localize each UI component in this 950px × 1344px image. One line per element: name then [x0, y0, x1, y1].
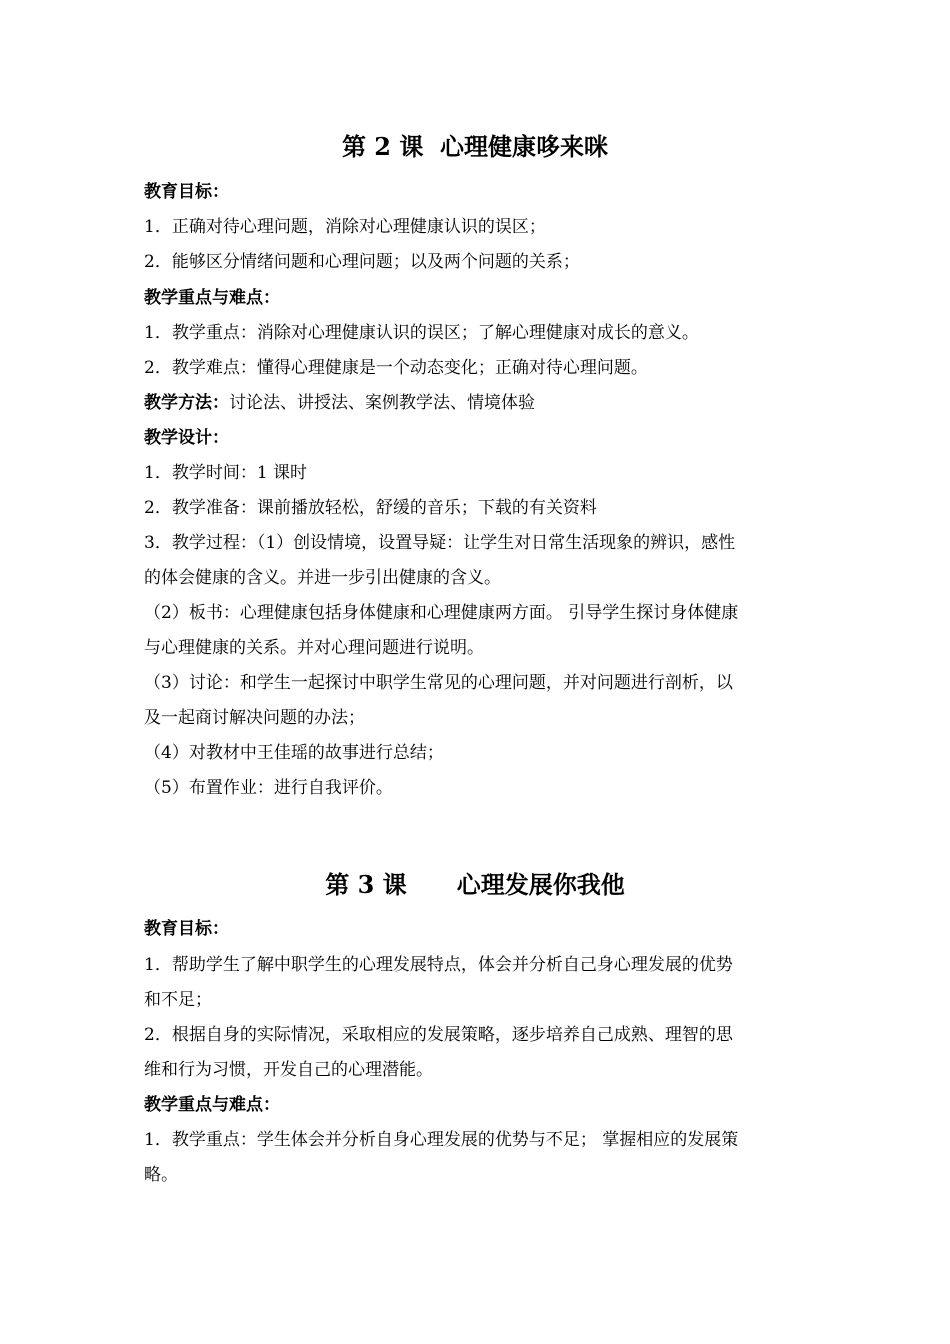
lesson-2-design-line: 2．教学准备：课前播放轻松，舒缓的音乐；下载的有关资料 [144, 498, 597, 518]
lesson-3-title: 第 3 课 心理发展你我他 [325, 870, 625, 899]
lesson-3-goal-line: 2．根据自身的实际情况，采取相应的发展策略，逐步培养自己成熟、理智的思 [144, 1025, 733, 1045]
lesson-2-design-line: 与心理健康的关系。并对心理问题进行说明。 [144, 638, 484, 658]
lesson-2-method-label: 教学方法： [144, 393, 229, 413]
lesson-3-goal-line: 和不足； [144, 990, 212, 1010]
lesson-3-key-line: 略。 [144, 1165, 178, 1185]
lesson-2-goal-1: 1．正确对待心理问题，消除对心理健康认识的误区； [144, 217, 546, 237]
lesson-2-design-line: （2）板书：心理健康包括身体健康和心理健康两方面。 引导学生探讨身体健康 [144, 603, 739, 623]
lesson-2-design-line: （5）布置作业：进行自我评价。 [144, 778, 393, 798]
lesson-3-goal-line: 1．帮助学生了解中职学生的心理发展特点，体会并分析自己身心理发展的优势 [144, 955, 733, 975]
lesson-2-design-line: 的体会健康的含义。并进一步引出健康的含义。 [144, 568, 501, 588]
lesson-3-goal-heading: 教育目标： [144, 919, 229, 939]
lesson-2-design-line: 1．教学时间：1 课时 [144, 463, 308, 483]
lesson-2-design-heading: 教学设计： [144, 428, 229, 448]
lesson-2-key-heading: 教学重点与难点： [144, 288, 280, 308]
lesson-2-design-line: 及一起商讨解决问题的办法； [144, 708, 365, 728]
lesson-2-method [144, 391, 810, 415]
lesson-2-key-1: 1．教学重点：消除对心理健康认识的误区；了解心理健康对成长的意义。 [144, 323, 699, 343]
lesson-2-method-text: 讨论法、讲授法、案例教学法、情境体验 [229, 393, 535, 413]
lesson-3-key-line: 1．教学重点：学生体会并分析自身心理发展的优势与不足； 掌握相应的发展策 [144, 1130, 739, 1150]
lesson-3-goal-line: 维和行为习惯，开发自己的心理潜能。 [144, 1060, 433, 1080]
lesson-2-design-line: （4）对教材中王佳瑶的故事进行总结； [144, 743, 444, 763]
lesson-2-goal-heading: 教育目标： [144, 182, 229, 202]
lesson-2-goal-2: 2．能够区分情绪问题和心理问题；以及两个问题的关系； [144, 252, 580, 272]
lesson-2-design-line: （3）讨论：和学生一起探讨中职学生常见的心理问题，并对问题进行剖析，以 [144, 673, 733, 693]
lesson-2-key-2: 2．教学难点：懂得心理健康是一个动态变化；正确对待心理问题。 [144, 358, 648, 378]
lesson-2-title: 第 2 课 心理健康哆来咪 [341, 132, 609, 161]
lesson-2-design-line: 3．教学过程：（1）创设情境，设置导疑：让学生对日常生活现象的辨识，感性 [144, 533, 736, 553]
lesson-3-key-heading: 教学重点与难点： [144, 1095, 280, 1115]
